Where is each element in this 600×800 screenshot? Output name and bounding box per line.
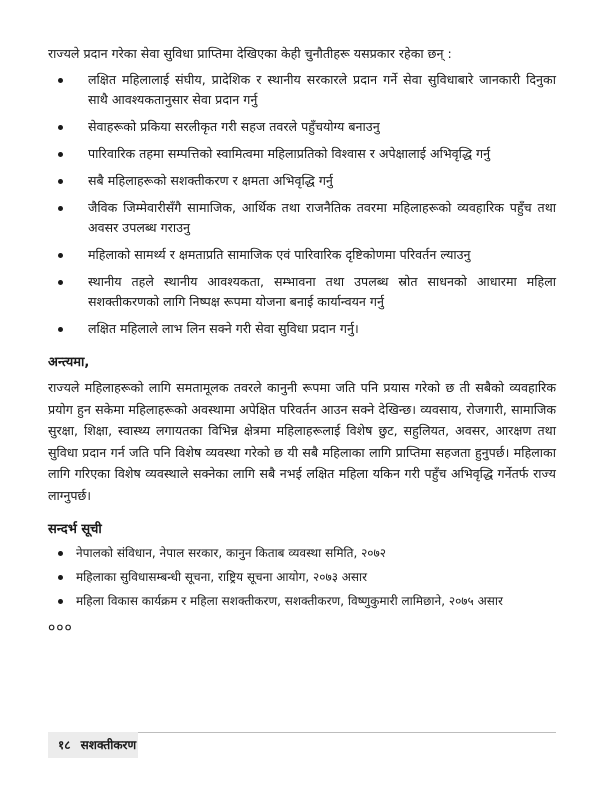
list-item: लक्षित महिलालाई संघीय, प्रादेशिक र स्थानीय सरकारले प्रदान गर्ने सेवा सुविधाबारे जानकारी दिनुका साथै आवश्यकतानुसार सेवा प्रदान गर्नु	[48, 70, 556, 110]
reference-item: महिलाका सुविधासम्बन्धी सूचना, राष्ट्रिय सूचना आयोग, २०७३ असार	[48, 568, 556, 586]
list-item: लक्षित महिलाले लाभ लिन सक्ने गरी सेवा सुविधा प्रदान गर्नु।	[48, 319, 556, 339]
reference-item: महिला विकास कार्यक्रम र महिला सशक्तीकरण, सशक्तीकरण, विष्णुकुमारी लामिछाने, २०७५ असार	[48, 592, 556, 610]
bullet-icon	[58, 551, 63, 556]
list-item: महिलाको सामर्थ्य र क्षमताप्रति सामाजिक एवं पारिवारिक दृष्टिकोणमा परिवर्तन ल्याउनु	[48, 245, 556, 265]
end-mark: ०००	[48, 620, 73, 636]
list-item: पारिवारिक तहमा सम्पत्तिको स्वामित्वमा महिलाप्रतिको विश्वास र अपेक्षालाई अभिवृद्धि गर्नु	[48, 144, 556, 164]
bullet-icon	[58, 152, 63, 157]
bullet-icon	[58, 280, 63, 285]
publication-name: सशक्तीकरण	[80, 738, 137, 752]
page-footer	[48, 732, 556, 760]
footer-label	[58, 737, 136, 753]
bullet-icon	[58, 206, 63, 211]
bullet-icon	[58, 327, 63, 332]
bullet-icon	[58, 125, 63, 130]
bullet-icon	[58, 179, 63, 184]
bullet-icon	[58, 599, 63, 604]
bullet-icon	[58, 78, 63, 83]
reference-item: नेपालको संविधान, नेपाल सरकार, कानुन किताब व्यवस्था समिति, २०७२	[48, 544, 556, 562]
conclusion-heading: अन्त्यमा,	[48, 355, 90, 370]
list-item: सबै महिलाहरूको सशक्तीकरण र क्षमता अभिवृद्धि गर्नु	[48, 171, 556, 191]
bullet-icon	[58, 253, 63, 258]
article-body	[48, 44, 556, 637]
bullet-icon	[58, 575, 63, 580]
conclusion-paragraph: राज्यले महिलाहरूको लागि समतामूलक तवरले कानुनी रूपमा जति पनि प्रयास गरेको छ ती सबैको व्यवहारिक प्रयोग हुन सकेमा महिलाहरूको अवस्थामा अपेक्षित परिवर्तन आउन सक्ने देखिन्छ। व्यवसाय, रोजगारी, सामाजिक सुरक्षा, शिक्षा, स्वास्थ्य लगायतका विभिन्न क्षेत्रमा महिलाहरूलाई विशेष छुट, सहुलियत, अवसर, आरक्षण तथा सुविधा प्रदान गर्न जति पनि विशेष व्यवस्था गरेको छ यी सबै महिलाका लागि प्राप्तिमा सहजता हुनुपर्छ। महिलाका लागि गरिएका विशेष व्यवस्थाले सक्नेका लागि सबै नभई लक्षित महिला यकिन गरी पहुँच अभिवृद्धि गर्नेतर्फ राज्य लाग्नुपर्छ।	[48, 380, 556, 503]
list-item: सेवाहरूको प्रकिया सरलीकृत गरी सहज तवरले पहुँचयोग्य बनाउनु	[48, 117, 556, 137]
list-item: स्थानीय तहले स्थानीय आवश्यकता, सम्भावना तथा उपलब्ध स्रोत साधनको आधारमा महिला सशक्तीकरणको लागि निष्पक्ष रूपमा योजना बनाई कार्यान्वयन गर्नु	[48, 272, 556, 312]
list-item: जैविक जिम्मेवारीसँगै सामाजिक, आर्थिक तथा राजनैतिक तवरमा महिलाहरूको व्यवहारिक पहुँच तथा अवसर उपलब्ध गराउनु	[48, 198, 556, 238]
challenges-list	[48, 70, 556, 339]
page-number: १८	[58, 738, 71, 752]
references-list	[48, 544, 556, 610]
references-heading: सन्दर्भ सूची	[48, 522, 102, 537]
intro-paragraph: राज्यले प्रदान गरेका सेवा सुविधा प्राप्तिमा देखिएका केही चुनौतीहरू यसप्रकार रहेका छन् :	[48, 46, 452, 61]
